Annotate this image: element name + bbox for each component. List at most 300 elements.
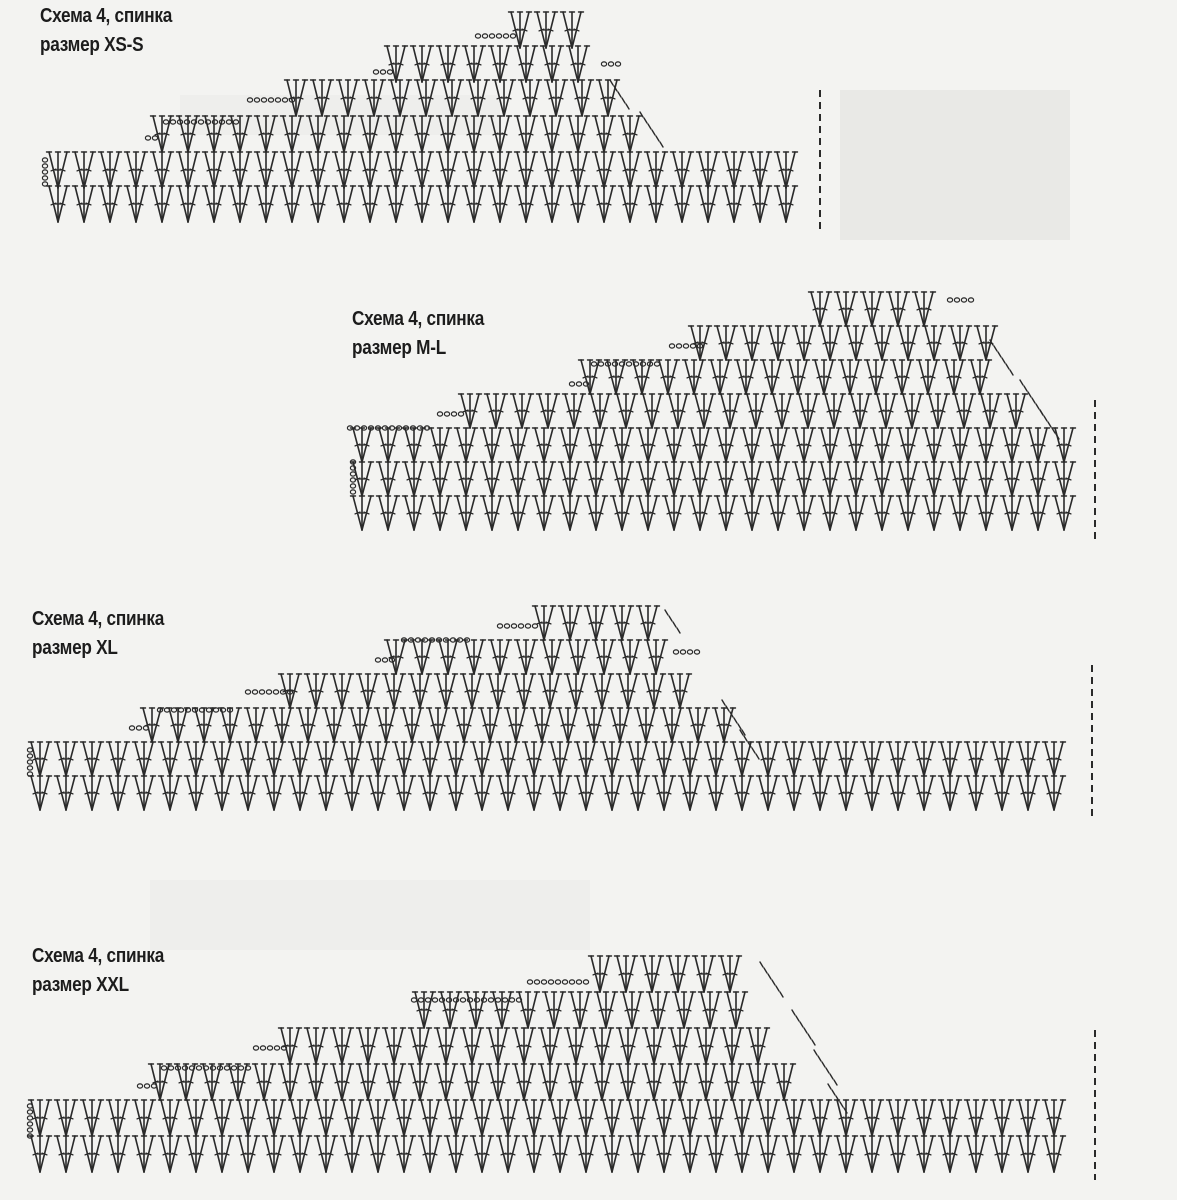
double-crochet-fan-symbol: [593, 152, 616, 188]
slip-stitch-edge: [814, 1050, 837, 1085]
double-crochet-fan-symbol: [377, 428, 400, 462]
double-crochet-fan-symbol: [383, 1028, 406, 1064]
chain-stitch-symbol: [152, 136, 157, 140]
chain-stitch-symbol: [275, 98, 280, 102]
chain-stitch-symbol: [231, 1066, 236, 1070]
double-crochet-fan-symbol: [653, 776, 676, 810]
chain-stitch-symbol: [444, 412, 449, 416]
double-crochet-fan-symbol: [1053, 428, 1076, 462]
double-crochet-fan-symbol: [637, 496, 660, 530]
double-crochet-fan-symbol: [689, 462, 712, 496]
double-crochet-fan-symbol: [211, 742, 234, 776]
double-crochet-fan-symbol: [419, 776, 442, 810]
chain-stitch-symbol: [198, 120, 203, 124]
double-crochet-fan-symbol: [1017, 1136, 1040, 1172]
double-crochet-fan-symbol: [515, 116, 538, 152]
double-crochet-fan-symbol: [687, 708, 710, 742]
double-crochet-fan-symbol: [975, 496, 998, 530]
chain-stitch-symbol: [27, 1122, 32, 1126]
double-crochet-fan-symbol: [255, 152, 278, 188]
double-crochet-fan-symbol: [575, 742, 598, 776]
double-crochet-fan-symbol: [891, 360, 914, 394]
double-crochet-fan-symbol: [949, 496, 972, 530]
chain-stitch-symbol: [373, 70, 378, 74]
double-crochet-fan-symbol: [771, 394, 794, 428]
double-crochet-fan-symbol: [819, 462, 842, 496]
double-crochet-fan-symbol: [627, 742, 650, 776]
chain-stitch-symbol: [425, 998, 430, 1002]
double-crochet-fan-symbol: [601, 1136, 624, 1172]
double-crochet-fan-symbol: [539, 674, 562, 708]
double-crochet-fan-symbol: [29, 776, 52, 810]
double-crochet-fan-symbol: [923, 326, 946, 360]
double-crochet-fan-symbol: [757, 776, 780, 810]
double-crochet-fan-symbol: [835, 776, 858, 810]
double-crochet-fan-symbol: [383, 674, 406, 708]
double-crochet-fan-symbol: [513, 1028, 536, 1064]
double-crochet-fan-symbol: [845, 462, 868, 496]
double-crochet-fan-symbol: [663, 496, 686, 530]
double-crochet-fan-symbol: [597, 80, 620, 116]
chain-stitch-symbol: [527, 980, 532, 984]
chain-stitch-symbol: [694, 650, 699, 654]
double-crochet-fan-symbol: [741, 462, 764, 496]
double-crochet-fan-symbol: [845, 496, 868, 530]
double-crochet-fan-symbol: [1017, 776, 1040, 810]
chain-stitch-symbol: [947, 298, 952, 302]
double-crochet-fan-symbol: [289, 776, 312, 810]
double-crochet-fan-symbol: [663, 462, 686, 496]
double-crochet-fan-symbol: [767, 496, 790, 530]
double-crochet-fan-symbol: [333, 186, 356, 222]
chain-stitch-symbol: [534, 980, 539, 984]
double-crochet-fan-symbol: [463, 152, 486, 188]
double-crochet-fan-symbol: [107, 1136, 130, 1172]
double-crochet-fan-symbol: [969, 360, 992, 394]
double-crochet-fan-symbol: [307, 152, 330, 188]
chain-stitch-symbol: [206, 708, 211, 712]
double-crochet-fan-symbol: [835, 1136, 858, 1172]
double-crochet-fan-symbol: [745, 394, 768, 428]
double-crochet-fan-symbol: [159, 1136, 182, 1172]
chain-stitch-symbol: [267, 1046, 272, 1050]
double-crochet-fan-symbol: [55, 1100, 78, 1136]
double-crochet-fan-symbol: [567, 640, 590, 674]
chain-stitch-symbol: [382, 658, 387, 662]
double-crochet-fan-symbol: [663, 428, 686, 462]
double-crochet-fan-symbol: [991, 1100, 1014, 1136]
double-crochet-fan-symbol: [337, 80, 360, 116]
double-crochet-fan-symbol: [721, 1064, 744, 1100]
chain-stitch-symbol: [350, 490, 355, 494]
double-crochet-fan-symbol: [29, 1136, 52, 1172]
chain-stitch-symbol: [474, 998, 479, 1002]
double-crochet-fan-symbol: [493, 80, 516, 116]
double-crochet-fan-symbol: [913, 1100, 936, 1136]
chain-stitch-symbol: [576, 382, 581, 386]
chain-stitch-symbol: [569, 382, 574, 386]
double-crochet-fan-symbol: [591, 674, 614, 708]
double-crochet-fan-symbol: [735, 360, 758, 394]
double-crochet-fan-symbol: [81, 1100, 104, 1136]
double-crochet-fan-symbol: [289, 1136, 312, 1172]
double-crochet-fan-symbol: [715, 428, 738, 462]
chain-stitch-symbol: [233, 120, 238, 124]
double-crochet-fan-symbol: [459, 394, 482, 428]
double-crochet-fan-symbol: [661, 708, 684, 742]
double-crochet-fan-symbol: [81, 742, 104, 776]
double-crochet-fan-symbol: [523, 1100, 546, 1136]
double-crochet-fan-symbol: [897, 428, 920, 462]
double-crochet-fan-symbol: [991, 742, 1014, 776]
double-crochet-fan-symbol: [497, 776, 520, 810]
double-crochet-fan-symbol: [1017, 742, 1040, 776]
double-crochet-fan-symbol: [705, 1100, 728, 1136]
double-crochet-fan-symbol: [515, 640, 538, 674]
double-crochet-fan-symbol: [643, 674, 666, 708]
double-crochet-fan-symbol: [593, 186, 616, 222]
double-crochet-fan-symbol: [351, 496, 374, 530]
double-crochet-fan-symbol: [673, 992, 696, 1028]
double-crochet-fan-symbol: [507, 428, 530, 462]
double-crochet-fan-symbol: [481, 496, 504, 530]
double-crochet-fan-symbol: [949, 462, 972, 496]
double-crochet-fan-symbol: [263, 1100, 286, 1136]
double-crochet-fan-symbol: [635, 708, 658, 742]
double-crochet-fan-symbol: [437, 116, 460, 152]
double-crochet-fan-symbol: [297, 708, 320, 742]
double-crochet-fan-symbol: [1005, 394, 1028, 428]
double-crochet-fan-symbol: [835, 292, 858, 326]
chain-stitch-symbol: [489, 34, 494, 38]
chain-stitch-symbol: [510, 34, 515, 38]
double-crochet-fan-symbol: [467, 80, 490, 116]
chain-stitch-symbol: [170, 120, 175, 124]
chain-stitch-symbol: [375, 658, 380, 662]
double-crochet-fan-symbol: [1043, 742, 1066, 776]
double-crochet-fan-symbol: [641, 956, 664, 992]
double-crochet-fan-symbol: [141, 708, 164, 742]
chain-stitch-symbol: [654, 362, 659, 366]
double-crochet-fan-symbol: [523, 776, 546, 810]
double-crochet-fan-symbol: [311, 80, 334, 116]
chain-stitch-symbol: [145, 136, 150, 140]
double-crochet-fan-symbol: [601, 742, 624, 776]
double-crochet-fan-symbol: [341, 776, 364, 810]
double-crochet-fan-symbol: [505, 708, 528, 742]
double-crochet-fan-symbol: [861, 776, 884, 810]
double-crochet-fan-symbol: [871, 496, 894, 530]
double-crochet-fan-symbol: [533, 428, 556, 462]
chain-stitch-symbol: [137, 1084, 142, 1088]
double-crochet-fan-symbol: [1001, 496, 1024, 530]
double-crochet-fan-symbol: [359, 152, 382, 188]
double-crochet-fan-symbol: [975, 462, 998, 496]
double-crochet-fan-symbol: [679, 742, 702, 776]
double-crochet-fan-symbol: [383, 1064, 406, 1100]
double-crochet-fan-symbol: [671, 186, 694, 222]
chain-stitch-symbol: [268, 98, 273, 102]
double-crochet-fan-symbol: [697, 186, 720, 222]
double-crochet-fan-symbol: [437, 152, 460, 188]
double-crochet-fan-symbol: [393, 742, 416, 776]
double-crochet-fan-symbol: [1043, 1136, 1066, 1172]
chain-stitch-symbol: [598, 362, 603, 366]
double-crochet-fan-symbol: [441, 80, 464, 116]
slip-stitch-edge: [760, 962, 783, 997]
chart-size-label: размер XL: [32, 637, 118, 659]
double-crochet-fan-symbol: [897, 326, 920, 360]
chain-stitch-symbol: [387, 70, 392, 74]
double-crochet-fan-symbol: [611, 428, 634, 462]
chain-stitch-symbol: [42, 164, 47, 168]
double-crochet-fan-symbol: [887, 292, 910, 326]
double-crochet-fan-symbol: [263, 776, 286, 810]
double-crochet-fan-symbol: [965, 776, 988, 810]
double-crochet-fan-symbol: [819, 326, 842, 360]
double-crochet-fan-symbol: [797, 394, 820, 428]
double-crochet-fan-symbol: [569, 992, 592, 1028]
double-crochet-fan-symbol: [593, 640, 616, 674]
double-crochet-fan-symbol: [185, 742, 208, 776]
chain-stitch-symbol: [569, 980, 574, 984]
double-crochet-fan-symbol: [357, 1064, 380, 1100]
double-crochet-fan-symbol: [715, 496, 738, 530]
double-crochet-fan-symbol: [585, 428, 608, 462]
chain-stitch-symbol: [163, 120, 168, 124]
double-crochet-fan-symbol: [809, 776, 832, 810]
double-crochet-fan-symbol: [611, 496, 634, 530]
double-crochet-fan-symbol: [461, 1028, 484, 1064]
double-crochet-fan-symbol: [545, 80, 568, 116]
double-crochet-fan-symbol: [435, 1064, 458, 1100]
double-crochet-fan-symbol: [567, 116, 590, 152]
double-crochet-fan-symbol: [489, 186, 512, 222]
double-crochet-fan-symbol: [341, 1100, 364, 1136]
double-crochet-fan-symbol: [875, 394, 898, 428]
double-crochet-fan-symbol: [619, 152, 642, 188]
double-crochet-fan-symbol: [897, 496, 920, 530]
double-crochet-fan-symbol: [565, 1064, 588, 1100]
chain-stitch-symbol: [503, 34, 508, 38]
double-crochet-fan-symbol: [523, 1136, 546, 1172]
double-crochet-fan-symbol: [507, 496, 530, 530]
double-crochet-fan-symbol: [585, 606, 608, 640]
double-crochet-fan-symbol: [159, 1100, 182, 1136]
chain-stitch-symbol: [683, 344, 688, 348]
double-crochet-fan-symbol: [809, 742, 832, 776]
double-crochet-fan-symbol: [331, 1064, 354, 1100]
double-crochet-fan-symbol: [689, 326, 712, 360]
chart-size-label: размер M-L: [352, 337, 446, 359]
double-crochet-fan-symbol: [1001, 462, 1024, 496]
double-crochet-fan-symbol: [331, 1028, 354, 1064]
double-crochet-fan-symbol: [591, 1028, 614, 1064]
double-crochet-fan-symbol: [203, 186, 226, 222]
double-crochet-fan-symbol: [705, 776, 728, 810]
chain-stitch-symbol: [502, 998, 507, 1002]
double-crochet-fan-symbol: [305, 1028, 328, 1064]
double-crochet-fan-symbol: [669, 1064, 692, 1100]
double-crochet-fan-symbol: [445, 742, 468, 776]
double-crochet-fan-symbol: [533, 462, 556, 496]
double-crochet-fan-symbol: [575, 776, 598, 810]
chain-stitch-symbol: [562, 980, 567, 984]
double-crochet-fan-symbol: [757, 1100, 780, 1136]
double-crochet-fan-symbol: [643, 1028, 666, 1064]
chain-stitch-symbol: [608, 62, 613, 66]
double-crochet-fan-symbol: [385, 640, 408, 674]
double-crochet-fan-symbol: [471, 742, 494, 776]
double-crochet-fan-symbol: [927, 394, 950, 428]
double-crochet-fan-symbol: [793, 496, 816, 530]
double-crochet-fan-symbol: [723, 186, 746, 222]
double-crochet-fan-symbol: [255, 186, 278, 222]
chain-stitch-symbol: [274, 1046, 279, 1050]
double-crochet-fan-symbol: [541, 152, 564, 188]
double-crochet-fan-symbol: [429, 496, 452, 530]
double-crochet-fan-symbol: [107, 776, 130, 810]
double-crochet-fan-symbol: [281, 152, 304, 188]
double-crochet-fan-symbol: [315, 1100, 338, 1136]
double-crochet-fan-symbol: [705, 742, 728, 776]
double-crochet-fan-symbol: [767, 326, 790, 360]
chain-stitch-symbol: [42, 158, 47, 162]
double-crochet-fan-symbol: [73, 186, 96, 222]
double-crochet-fan-symbol: [471, 1100, 494, 1136]
double-crochet-fan-symbol: [699, 992, 722, 1028]
double-crochet-fan-symbol: [849, 394, 872, 428]
double-crochet-fan-symbol: [489, 46, 512, 82]
double-crochet-fan-symbol: [695, 1028, 718, 1064]
double-crochet-fan-symbol: [991, 776, 1014, 810]
double-crochet-fan-symbol: [567, 186, 590, 222]
double-crochet-fan-symbol: [357, 674, 380, 708]
chain-stitch-symbol: [460, 998, 465, 1002]
double-crochet-fan-symbol: [367, 742, 390, 776]
double-crochet-fan-symbol: [793, 326, 816, 360]
chain-stitch-symbol: [591, 362, 596, 366]
double-crochet-fan-symbol: [923, 428, 946, 462]
double-crochet-fan-symbol: [541, 186, 564, 222]
double-crochet-fan-symbol: [151, 186, 174, 222]
double-crochet-fan-symbol: [761, 360, 784, 394]
chain-stitch-symbol: [184, 120, 189, 124]
double-crochet-fan-symbol: [531, 708, 554, 742]
double-crochet-fan-symbol: [263, 742, 286, 776]
double-crochet-fan-symbol: [565, 1028, 588, 1064]
chain-stitch-symbol: [418, 998, 423, 1002]
double-crochet-fan-symbol: [409, 674, 432, 708]
double-crochet-fan-symbol: [485, 394, 508, 428]
double-crochet-fan-symbol: [861, 292, 884, 326]
chain-stitch-symbol: [458, 412, 463, 416]
chain-stitch-symbol: [496, 34, 501, 38]
double-crochet-fan-symbol: [455, 496, 478, 530]
chain-stitch-symbol: [482, 34, 487, 38]
slip-stitch-edge: [740, 730, 759, 759]
double-crochet-fan-symbol: [307, 116, 330, 152]
double-crochet-fan-symbol: [839, 360, 862, 394]
chain-stitch-symbol: [518, 624, 523, 628]
double-crochet-fan-symbol: [409, 1064, 432, 1100]
double-crochet-fan-symbol: [497, 742, 520, 776]
double-crochet-fan-symbol: [367, 1100, 390, 1136]
double-crochet-fan-symbol: [541, 46, 564, 82]
chain-stitch-symbol: [27, 754, 32, 758]
double-crochet-fan-symbol: [871, 326, 894, 360]
double-crochet-fan-symbol: [645, 640, 668, 674]
chain-stitch-symbol: [525, 624, 530, 628]
double-crochet-fan-symbol: [377, 496, 400, 530]
double-crochet-fan-symbol: [331, 674, 354, 708]
double-crochet-fan-symbol: [393, 1136, 416, 1172]
double-crochet-fan-symbol: [979, 394, 1002, 428]
double-crochet-fan-symbol: [229, 186, 252, 222]
double-crochet-fan-symbol: [693, 394, 716, 428]
double-crochet-fan-symbol: [647, 992, 670, 1028]
chain-stitch-symbol: [432, 998, 437, 1002]
double-crochet-fan-symbol: [541, 116, 564, 152]
double-crochet-fan-symbol: [871, 462, 894, 496]
double-crochet-fan-symbol: [203, 152, 226, 188]
double-crochet-fan-symbol: [731, 1100, 754, 1136]
double-crochet-fan-symbol: [939, 1100, 962, 1136]
double-crochet-fan-symbol: [619, 186, 642, 222]
double-crochet-fan-symbol: [819, 496, 842, 530]
double-crochet-fan-symbol: [767, 428, 790, 462]
double-crochet-fan-symbol: [487, 1028, 510, 1064]
chain-stitch-symbol: [350, 472, 355, 476]
double-crochet-fan-symbol: [549, 1100, 572, 1136]
double-crochet-fan-symbol: [965, 1100, 988, 1136]
chain-stitch-symbol: [555, 980, 560, 984]
double-crochet-fan-symbol: [835, 1100, 858, 1136]
chart-title-line: Схема 4, спинка: [32, 608, 165, 630]
double-crochet-fan-symbol: [943, 360, 966, 394]
double-crochet-fan-symbol: [913, 1136, 936, 1172]
double-crochet-fan-symbol: [411, 116, 434, 152]
double-crochet-fan-symbol: [159, 776, 182, 810]
double-crochet-fan-symbol: [359, 116, 382, 152]
double-crochet-fan-symbol: [543, 992, 566, 1028]
double-crochet-fan-symbol: [279, 1064, 302, 1100]
double-crochet-fan-symbol: [549, 1136, 572, 1172]
double-crochet-fan-symbol: [887, 776, 910, 810]
double-crochet-fan-symbol: [637, 462, 660, 496]
double-crochet-fan-symbol: [669, 674, 692, 708]
double-crochet-fan-symbol: [749, 152, 772, 188]
double-crochet-fan-symbol: [357, 1028, 380, 1064]
double-crochet-fan-symbol: [497, 1136, 520, 1172]
double-crochet-fan-symbol: [575, 1100, 598, 1136]
double-crochet-fan-symbol: [253, 1064, 276, 1100]
double-crochet-fan-symbol: [55, 1136, 78, 1172]
double-crochet-fan-symbol: [721, 1028, 744, 1064]
double-crochet-fan-symbol: [307, 186, 330, 222]
double-crochet-fan-symbol: [575, 1136, 598, 1172]
chain-stitch-symbol: [27, 760, 32, 764]
double-crochet-fan-symbol: [509, 12, 532, 48]
double-crochet-fan-symbol: [411, 186, 434, 222]
double-crochet-fan-symbol: [1027, 428, 1050, 462]
double-crochet-fan-symbol: [289, 742, 312, 776]
double-crochet-fan-symbol: [645, 152, 668, 188]
double-crochet-fan-symbol: [627, 1136, 650, 1172]
double-crochet-fan-symbol: [689, 428, 712, 462]
chain-stitch-symbol: [247, 98, 252, 102]
chain-stitch-symbol: [541, 980, 546, 984]
